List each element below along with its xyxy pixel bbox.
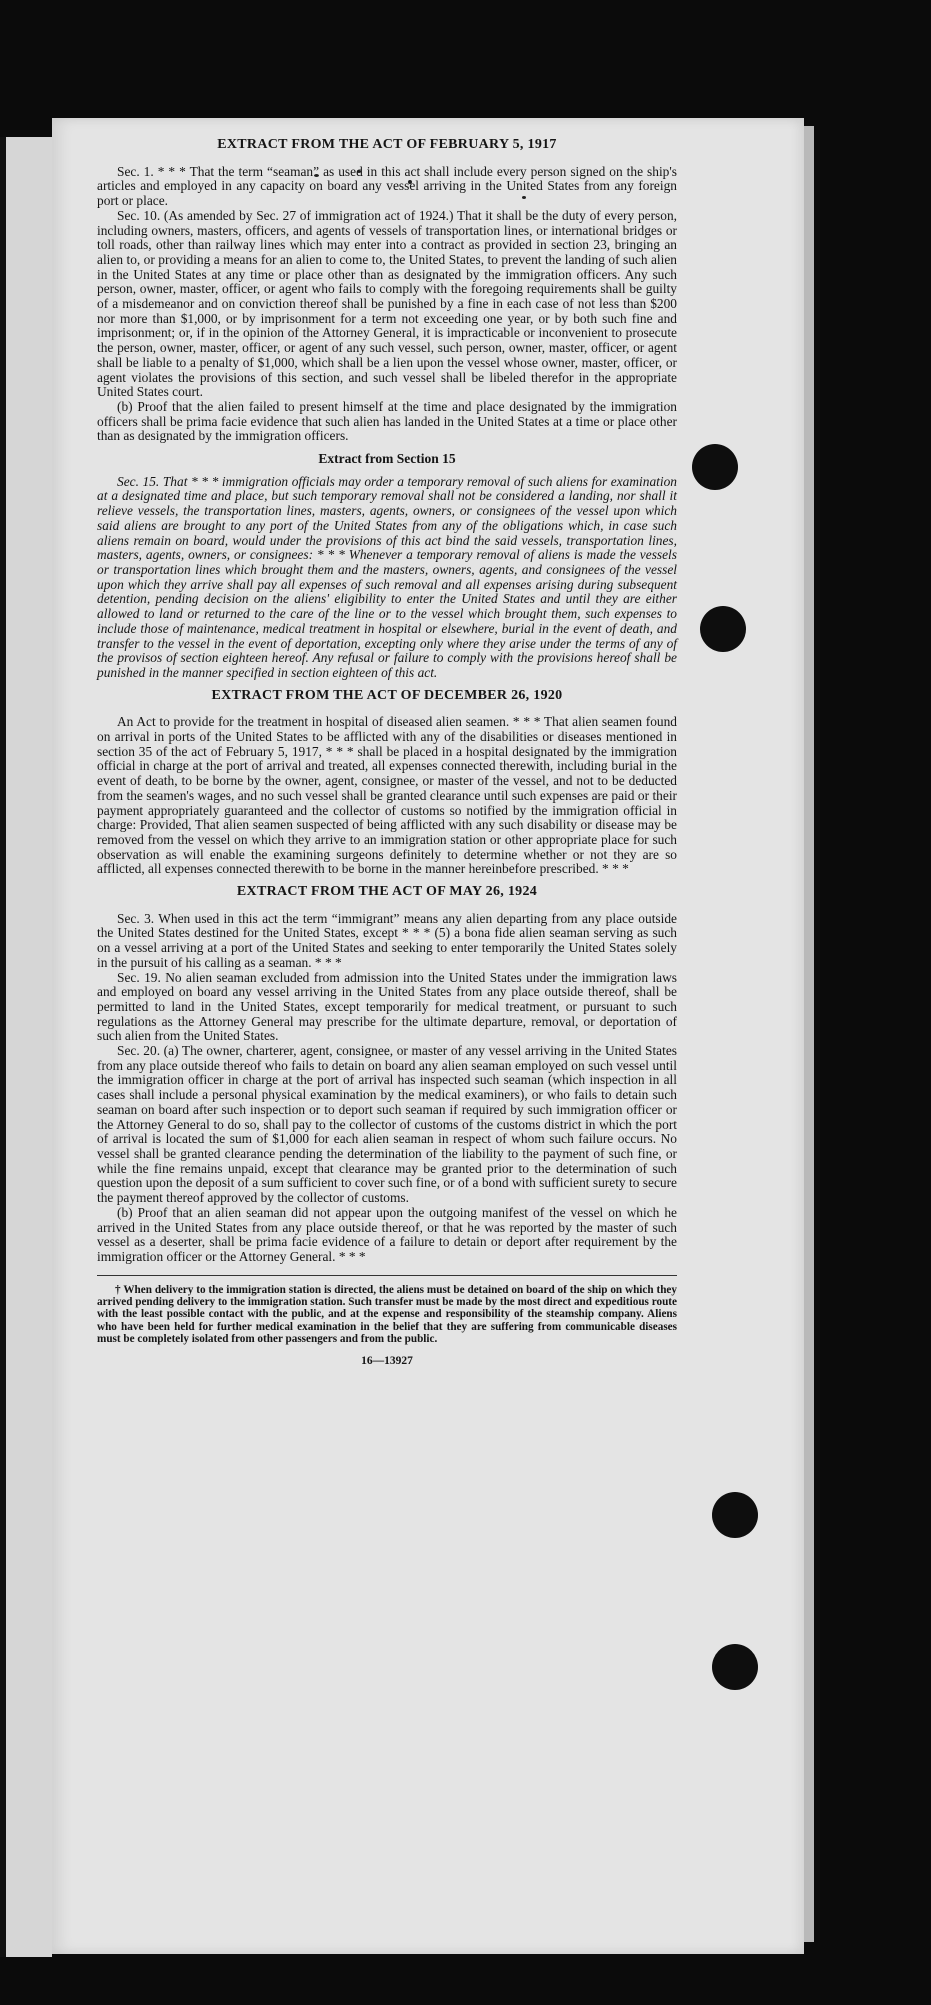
divider [97,1275,677,1276]
paragraph: Sec. 19. No alien seaman excluded from admission into the United States under the immigration laws and employed on board any vessel arriving in the United States from any place outside thereof, shall be permitted to land in the United States, except temporarily for medical treatment, or pursuant to such regulations as the Attorney General may prescribe for the ultimate departure, removal, or deportation of such alien from the United States. [97,969,677,1044]
punch-hole [700,606,746,652]
punch-hole [692,444,738,490]
section-act-1924 [97,885,677,1265]
adjacent-page-edge [0,137,6,1957]
paragraph: (b) Proof that an alien seaman did not appear upon the outgoing manifest of the vessel on which he arrived in the United States from any place outside thereof, or that he was reported by the master of such vessel as a deserter, shall be prima facie evidence of a failure to detain or deport after requirement by the immigration officer or the Attorney General. * * * [97,1204,677,1264]
paragraph: Sec. 15. That * * * immigration officials may order a temporary removal of such aliens for examination at a designated time and place, but such temporary removal shall not be considered a landing, nor shall it relieve vessels, the transportation lines, masters, agents, owners, or consignees of the vessel upon which said aliens are brought to any port of the United States from any of the obligations which, in case such aliens remain on board, would under the provisions of this act bind the said vessels, transportation lines, masters, agents, owners, or consignees: * * * Whenever a temporary removal of aliens is made the vessels or transportation lines which brought them and the masters, owners, agents, and consignees of the vessel upon which they arrive shall pay all expenses of such removal and all expenses arising during subsequent detention, pending decision on the aliens' eligibility to enter the United States and until they are either allowed to land or returned to the care of the line or to the vessel which brought them, such expenses to include those of maintenance, medical treatment in hospital or elsewhere, burial in the event of death, and transfer to the vessel in the event of deportation, excepting only where they arise under the terms of any of the provisos of section eighteen hereof. Any refusal or failure to comply with the provisions hereof shall be punished in the manner specified in section eighteen of this act. [97,473,677,680]
paragraph: Sec. 1. * * * That the term “seaman” as used in this act shall include every person signed on the ship's articles and employed in any capacity on board any vessel arriving in the United States from any foreign port or place. [97,163,677,209]
paragraph: An Act to provide for the treatment in hospital of diseased alien seamen. * * * That alien seamen found on arrival in ports of the United States to be afflicted with any of the disabilities or diseases mentioned in section 35 of the act of February 5, 1917, * * * shall be placed in a hospital designated by the immigration official in charge at the port of arrival and treated, all expenses connected therewith, including burial in the event of death, to be borne by the owner, agent, consignee, or master of the vessel, and not to be deducted from the seamen's wages, and no such vessel shall be granted clearance until such expenses are paid or their payment appropriately guaranteed and the collector of customs so notified by the immigration official in charge: Provided, That alien seamen suspected of being afflicted with any such disability or disease may be removed from the vessel on which they arrive to an immigration station or other appropriate place for such observation as will enable the examining surgeons definitely to determine whether or not they are so afflicted, all expenses connected therewith to be borne in the manner hereinbefore prescribed. * * * [97,714,677,877]
form-number: 16—13927 [361,1354,413,1367]
adjacent-page-strip [0,137,52,1957]
section-heading: EXTRACT FROM THE ACT OF MAY 26, 1924 [236,884,538,900]
section-act-1917 [97,138,677,444]
section-heading: EXTRACT FROM THE ACT OF FEBRUARY 5, 1917 [217,137,557,152]
document-text [97,138,677,1368]
paragraph: Sec. 20. (a) The owner, charterer, agent, consignee, or master of any vessel arriving in the United States from any place outside thereof who fails to detain on board any alien seaman employed on such vessel until the immigration officer in charge at the port of arrival has inspected such seaman (which inspection in all cases shall include a personal physical examination by the medical examiners), or who fails to detain such seaman on board after such inspection or to deport such seaman if required by such immigration officer or the Attorney General to do so, shall pay to the collector of customs of the customs district in which the port of arrival is located the sum of $1,000 for each alien seaman in respect of whom such failure occurs. No vessel shall be granted clearance pending the determination of the liability to the payment of such fine, or while the fine remains unpaid, except that clearance may be granted prior to the determination of such question upon the deposit of a sum sufficient to cover such fine, or of a bond with sufficient surety to secure the payment thereof approved by the collector of customs. [97,1043,677,1206]
punch-hole [712,1644,758,1690]
paragraph: (b) Proof that the alien failed to present himself at the time and place designated by the immigration officers shall be prima facie evidence that such alien has landed in the United States at a time or place other than as designated by the immigration officers. [97,398,677,444]
section-heading: EXTRACT FROM THE ACT OF DECEMBER 26, 1920 [211,687,563,703]
section-heading: Extract from Section 15 [318,451,456,467]
punch-hole [712,1492,758,1538]
section-act-1920 [97,689,677,877]
paragraph: Sec. 10. (As amended by Sec. 27 of immigration act of 1924.) That it shall be the duty of every person, including owners, masters, officers, and agents of vessels of transportation lines, or international bridges or toll roads, other than railway lines which may enter into a contract as provided in section 23, bringing an alien to, or providing a means for an alien to come to, the United States, to prevent the landing of such alien in the United States at any time or place other than as designated by the immigration officers. Any such person, owner, master, officer, or agent who fails to comply with the foregoing requirements shall be guilty of a misdemeanor and on conviction thereof shall be punished by a fine in each case of not less than $200 nor more than $1,000, or by imprisonment for a term not exceeding one year, or by both such fine and imprisonment; or, if in the opinion of the Attorney General, it is impracticable or inconvenient to prosecute the person, owner, master, officer, or agent of any such vessel, such person, owner, master, officer, or agent shall be liable to a penalty of $1,000, which shall be a lien upon the vessel whose owner, master, officer, or agent violates the provisions of this section, and such vessel shall be libeled therefor in the appropriate United States court. [97,207,677,400]
page-edge-shadow [804,126,814,1942]
footnote: † When delivery to the immigration station is directed, the aliens must be detained on board of the ship on which they arrived pending delivery to the immigration station. Such transfer must be made by the most direct and expeditious route with the least possible contact with the public, and at the expense and responsibility of the steamship company. Aliens who have been held for further medical examination in the belief that they are suffering from communicable diseases must be completely isolated from other passengers and from the public. [97,1283,677,1346]
section-extract-15 [97,452,677,681]
paragraph: Sec. 3. When used in this act the term “immigrant” means any alien departing from any place outside the United States destined for the United States, except * * * (5) a bona fide alien seaman serving as such on a vessel arriving at a port of the United States and seeking to enter temporarily the United States solely in the pursuit of his calling as a seaman. * * * [97,910,677,970]
